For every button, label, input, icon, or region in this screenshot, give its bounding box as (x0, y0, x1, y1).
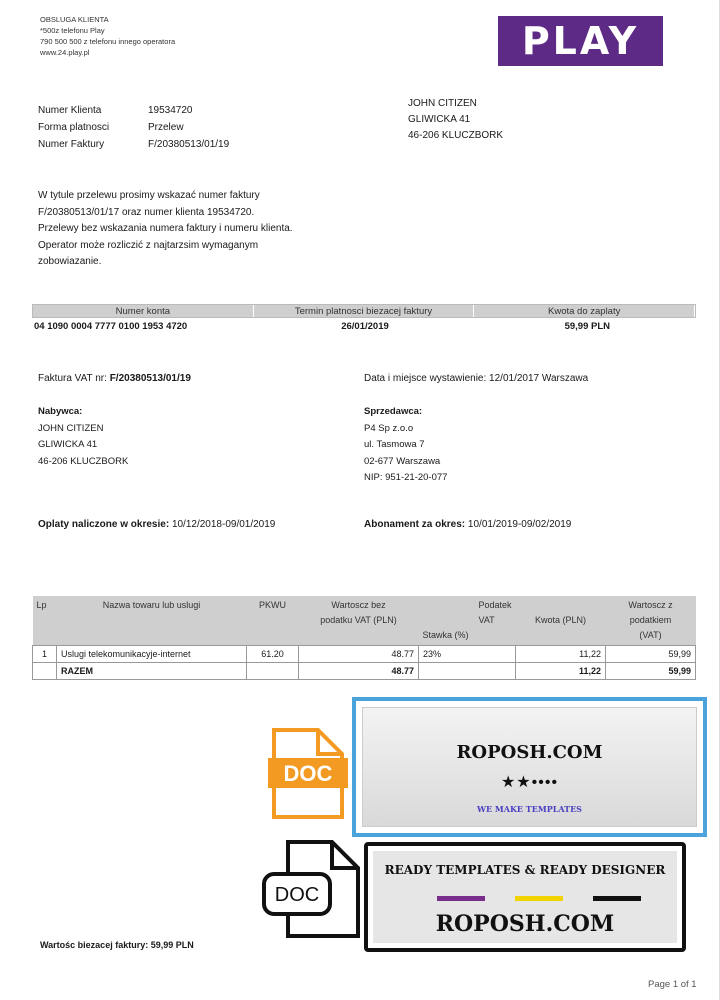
play-logo: PLAY (498, 16, 663, 66)
row-rate: 23% (419, 646, 516, 663)
seller-city: 02-677 Warszawa (364, 455, 441, 467)
page-number: Page 1 of 1 (648, 979, 697, 990)
doc-file-icon-orange (268, 726, 348, 821)
watermark-site-name: ROPOSH.COM (456, 742, 603, 763)
col-gross (606, 596, 696, 646)
vat-label: Faktura VAT nr: (38, 373, 107, 384)
seller-name: P4 Sp z.o.o (364, 422, 414, 434)
bar-purple (437, 896, 485, 901)
invoice-meta (38, 102, 229, 153)
watermark-tagline: WE MAKE TEMPLATES (477, 804, 582, 814)
notice-line: W tytule przelewu prosimy wskazać numer faktury (38, 190, 260, 201)
notice-line: F/20380513/01/17 oraz numer klienta 19534720. (38, 206, 255, 218)
bar-black (593, 896, 641, 901)
recipient-street: GLIWICKA 41 (408, 114, 471, 125)
total-gross: 59,99 (606, 663, 696, 680)
payment-summary (32, 304, 696, 336)
current-invoice-value: Wartośc biezacej faktury: 59,99 PLN (40, 940, 194, 950)
charges-period-label: Oplaty naliczone w okresie: (38, 519, 170, 530)
notice-line: Przelewy bez wskazania numera faktury i numeru klienta. (38, 223, 293, 234)
recipient-address (408, 96, 503, 144)
seller-street: ul. Tasmowa 7 (364, 439, 425, 450)
support-title: OBSLUGA KLIENTA (40, 15, 109, 24)
line-items-table (32, 596, 696, 680)
roposh-watermark-top (352, 697, 707, 837)
payment-form-label: Forma platnosci (38, 122, 110, 133)
charges-period-value: 10/12/2018-09/01/2019 (171, 519, 276, 530)
row-net: 48.77 (299, 646, 419, 663)
doc-label-orange: DOC (283, 761, 333, 786)
support-website: www.24.play.pl (40, 48, 90, 57)
watermark-site-name-2: ROPOSH.COM (435, 911, 615, 937)
col-net-line: podatku VAT (PLN) (320, 615, 397, 625)
due-date-header: Termin platnosci biezacej faktury (254, 305, 475, 317)
account-number: 04 1090 0004 7777 0100 1953 4720 (34, 321, 188, 332)
payment-values (32, 318, 696, 336)
col-tax-group: Podatek VAT (478, 600, 512, 625)
watermark-ready-text: READY TEMPLATES & READY DESIGNER (384, 863, 666, 877)
invoice-number-value: F/20380513/01/19 (148, 139, 230, 150)
support-phone-play: *500z telefonu Play (40, 26, 105, 35)
notice-line: Operator może rozliczić z najtarzsim wymaganym (38, 239, 259, 251)
seller-block (364, 404, 447, 487)
row-tax: 11,22 (516, 646, 606, 663)
watermark-stars: ★★•••• (500, 774, 559, 791)
col-tax (516, 596, 606, 646)
invoice-number-label: Numer Faktury (38, 139, 105, 150)
col-net (299, 596, 419, 646)
amount-header: Kwota do zaplaty (474, 305, 695, 317)
notice-line: zobowiazanie. (38, 256, 102, 267)
table-row (33, 646, 696, 663)
recipient-name: JOHN CITIZEN (408, 98, 477, 109)
payment-form-value: Przelew (148, 122, 184, 133)
doc-label-black: DOC (274, 884, 320, 906)
table-total-row (33, 663, 696, 680)
transfer-notice (38, 188, 378, 271)
col-gross-line: Wartoscz z (628, 600, 673, 610)
account-header: Numer konta (33, 305, 254, 317)
total-empty (247, 663, 299, 680)
roposh-watermark-bottom (364, 842, 686, 952)
vat-invoice-number (38, 373, 191, 384)
row-name: Uslugi telekomunikacyje-internet (57, 646, 247, 663)
subscription-period-value: 10/01/2019-09/02/2019 (467, 519, 572, 530)
col-gross-line: (VAT) (639, 630, 662, 640)
buyer-label: Nabywca: (38, 406, 83, 417)
customer-support-info (40, 14, 175, 58)
total-empty (419, 663, 516, 680)
charges-period (38, 519, 275, 530)
col-rate (419, 596, 516, 646)
amount-due: 59,99 PLN (564, 321, 610, 332)
row-lp: 1 (33, 646, 57, 663)
row-gross: 59,99 (606, 646, 696, 663)
col-lp: Lp (33, 596, 57, 646)
col-gross-line: podatkiem (629, 615, 672, 625)
col-name: Nazwa towaru lub uslugi (57, 596, 247, 646)
issue-date-place: Data i miejsce wystawienie: 12/01/2017 Warszawa (364, 373, 589, 384)
buyer-name: JOHN CITIZEN (38, 422, 104, 434)
col-pkwu: PKWU (247, 596, 299, 646)
total-label: RAZEM (57, 663, 247, 680)
bar-yellow (515, 896, 563, 901)
total-net: 48.77 (299, 663, 419, 680)
subscription-period (364, 519, 571, 530)
col-tax-label: Kwota (PLN) (535, 615, 587, 625)
client-number-value: 19534720 (148, 105, 193, 116)
seller-label: Sprzedawca: (364, 406, 423, 417)
payment-header (32, 304, 696, 318)
subscription-period-label: Abonament za okres: (364, 519, 466, 530)
due-date: 26/01/2019 (341, 321, 389, 332)
buyer-block (38, 404, 128, 470)
watermark-color-bars (437, 896, 641, 901)
client-number-label: Numer Klienta (38, 105, 102, 116)
col-net-line: Wartoscz bez (331, 600, 386, 610)
buyer-city: 46-206 KLUCZBORK (38, 455, 129, 467)
col-rate-label: Stawka (%) (422, 630, 469, 640)
doc-file-icon-black (262, 838, 362, 940)
vat-number: F/20380513/01/19 (109, 373, 191, 384)
total-tax: 11,22 (516, 663, 606, 680)
total-empty (33, 663, 57, 680)
row-pkwu: 61.20 (247, 646, 299, 663)
seller-nip: NIP: 951-21-20-077 (364, 472, 448, 483)
support-phone-other: 790 500 500 z telefonu innego operatora (40, 37, 176, 46)
recipient-city: 46-206 KLUCZBORK (408, 130, 504, 141)
buyer-street: GLIWICKA 41 (38, 439, 98, 450)
